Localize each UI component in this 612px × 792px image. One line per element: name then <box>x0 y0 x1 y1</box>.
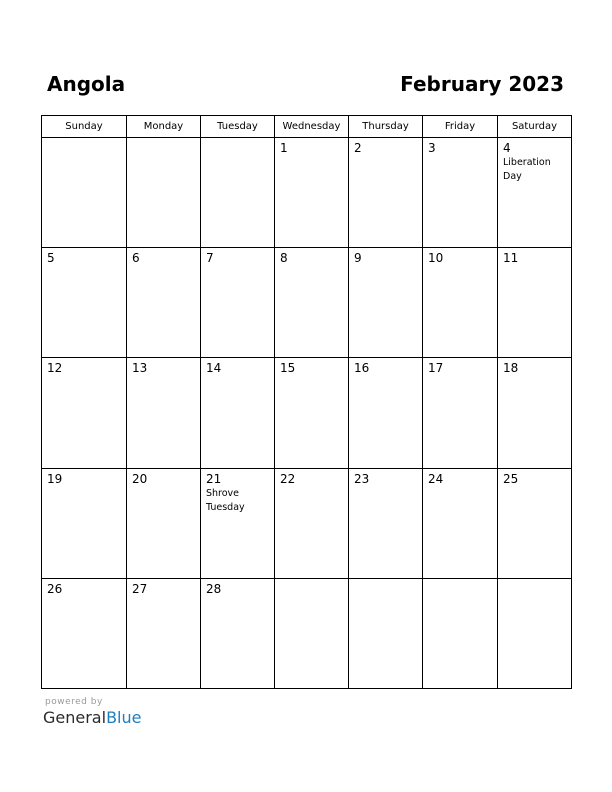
day-cell <box>498 138 572 248</box>
day-number: 15 <box>280 361 296 376</box>
day-cell <box>127 138 201 248</box>
day-number: 11 <box>503 251 519 266</box>
holiday-label <box>275 375 348 376</box>
holiday-label: Shrove Tuesday <box>206 487 245 513</box>
day-number: 1 <box>280 141 288 155</box>
weekday-header: Tuesday <box>201 116 275 138</box>
logo-general-text: General <box>43 708 107 727</box>
powered-by-text: powered by <box>45 697 103 707</box>
weekday-header: Thursday <box>349 116 423 138</box>
day-number: 17 <box>428 361 444 376</box>
holiday-label <box>42 486 126 487</box>
holiday-label <box>275 486 348 487</box>
day-cell <box>201 468 275 578</box>
holiday-label <box>275 265 348 266</box>
holiday-label <box>201 141 274 142</box>
weekday-header: Wednesday <box>275 116 349 138</box>
holiday-label <box>349 265 422 266</box>
day-cell <box>423 248 498 358</box>
day-number: 6 <box>132 251 140 266</box>
month-year-title: February 2023 <box>400 72 564 96</box>
week-row <box>42 358 572 468</box>
holiday-label <box>423 582 497 583</box>
day-cell <box>127 248 201 358</box>
footer-branding <box>43 697 141 728</box>
day-number: 26 <box>47 581 63 596</box>
day-number: 4 <box>503 141 511 155</box>
holiday-label <box>275 582 348 583</box>
day-number: 27 <box>132 581 148 596</box>
day-number: 20 <box>132 471 148 486</box>
holiday-label <box>498 265 571 266</box>
day-number: 8 <box>280 251 288 266</box>
week-row <box>42 248 572 358</box>
day-number: 12 <box>47 361 63 376</box>
day-cell <box>275 248 349 358</box>
holiday-label <box>127 596 200 597</box>
day-number: 25 <box>503 471 519 486</box>
holiday-label <box>349 375 422 376</box>
day-cell <box>423 578 498 688</box>
week-row <box>42 138 572 248</box>
holiday-label <box>349 155 422 156</box>
week-row <box>42 578 572 688</box>
day-number: 16 <box>354 361 370 376</box>
holiday-label <box>349 486 422 487</box>
day-cell <box>275 468 349 578</box>
day-cell <box>42 358 127 468</box>
week-row <box>42 468 572 578</box>
day-number: 2 <box>354 141 362 155</box>
holiday-label <box>42 375 126 376</box>
holiday-label <box>201 596 274 597</box>
day-cell <box>498 358 572 468</box>
day-cell <box>498 248 572 358</box>
holiday-label <box>498 582 571 583</box>
holiday-label <box>127 375 200 376</box>
logo-blue-text: Blue <box>106 708 142 727</box>
day-cell <box>349 468 423 578</box>
weekday-header: Sunday <box>42 116 127 138</box>
holiday-label <box>201 265 274 266</box>
day-cell <box>423 358 498 468</box>
holiday-label <box>423 486 497 487</box>
day-number: 19 <box>47 471 63 486</box>
day-cell <box>201 358 275 468</box>
day-number: 5 <box>47 251 55 266</box>
day-cell <box>349 138 423 248</box>
holiday-label: Liberation Day <box>503 157 551 182</box>
day-cell <box>127 358 201 468</box>
holiday-label <box>127 265 200 266</box>
holiday-label <box>275 155 348 156</box>
day-cell <box>42 138 127 248</box>
day-number: 18 <box>503 361 519 376</box>
country-title: Angola <box>47 72 126 96</box>
holiday-label <box>498 375 571 376</box>
holiday-label <box>127 141 200 142</box>
generalblue-logo[interactable] <box>43 708 141 728</box>
day-cell <box>201 248 275 358</box>
day-number: 24 <box>428 471 444 486</box>
day-number: 23 <box>354 471 370 486</box>
day-cell <box>349 358 423 468</box>
day-cell <box>498 468 572 578</box>
day-cell <box>275 578 349 688</box>
day-cell <box>349 248 423 358</box>
holiday-label <box>42 141 126 142</box>
day-number: 3 <box>428 141 436 155</box>
holiday-label <box>201 375 274 376</box>
holiday-label <box>42 596 126 597</box>
weekday-header-row <box>42 116 572 138</box>
day-number: 7 <box>206 251 214 266</box>
day-number: 22 <box>280 471 296 486</box>
day-cell <box>201 138 275 248</box>
weekday-header: Saturday <box>498 116 572 138</box>
day-number: 21 <box>206 471 222 486</box>
weekday-header: Monday <box>127 116 201 138</box>
day-cell <box>498 578 572 688</box>
day-cell <box>349 578 423 688</box>
holiday-label <box>423 375 497 376</box>
day-cell <box>423 468 498 578</box>
day-cell <box>275 138 349 248</box>
day-cell <box>42 468 127 578</box>
day-cell <box>275 358 349 468</box>
day-cell <box>42 578 127 688</box>
day-cell <box>423 138 498 248</box>
holiday-label <box>423 265 497 266</box>
day-number: 28 <box>206 581 222 596</box>
day-number: 13 <box>132 361 148 376</box>
holiday-label <box>42 265 126 266</box>
weekday-header: Friday <box>423 116 498 138</box>
calendar-grid <box>41 115 572 689</box>
day-cell <box>127 468 201 578</box>
holiday-label <box>498 486 571 487</box>
holiday-label <box>423 155 497 156</box>
day-number: 9 <box>354 251 362 266</box>
holiday-label <box>349 582 422 583</box>
holiday-label <box>127 486 200 487</box>
day-cell <box>42 248 127 358</box>
day-cell <box>127 578 201 688</box>
day-cell <box>201 578 275 688</box>
day-number: 14 <box>206 361 222 376</box>
day-number: 10 <box>428 251 444 266</box>
